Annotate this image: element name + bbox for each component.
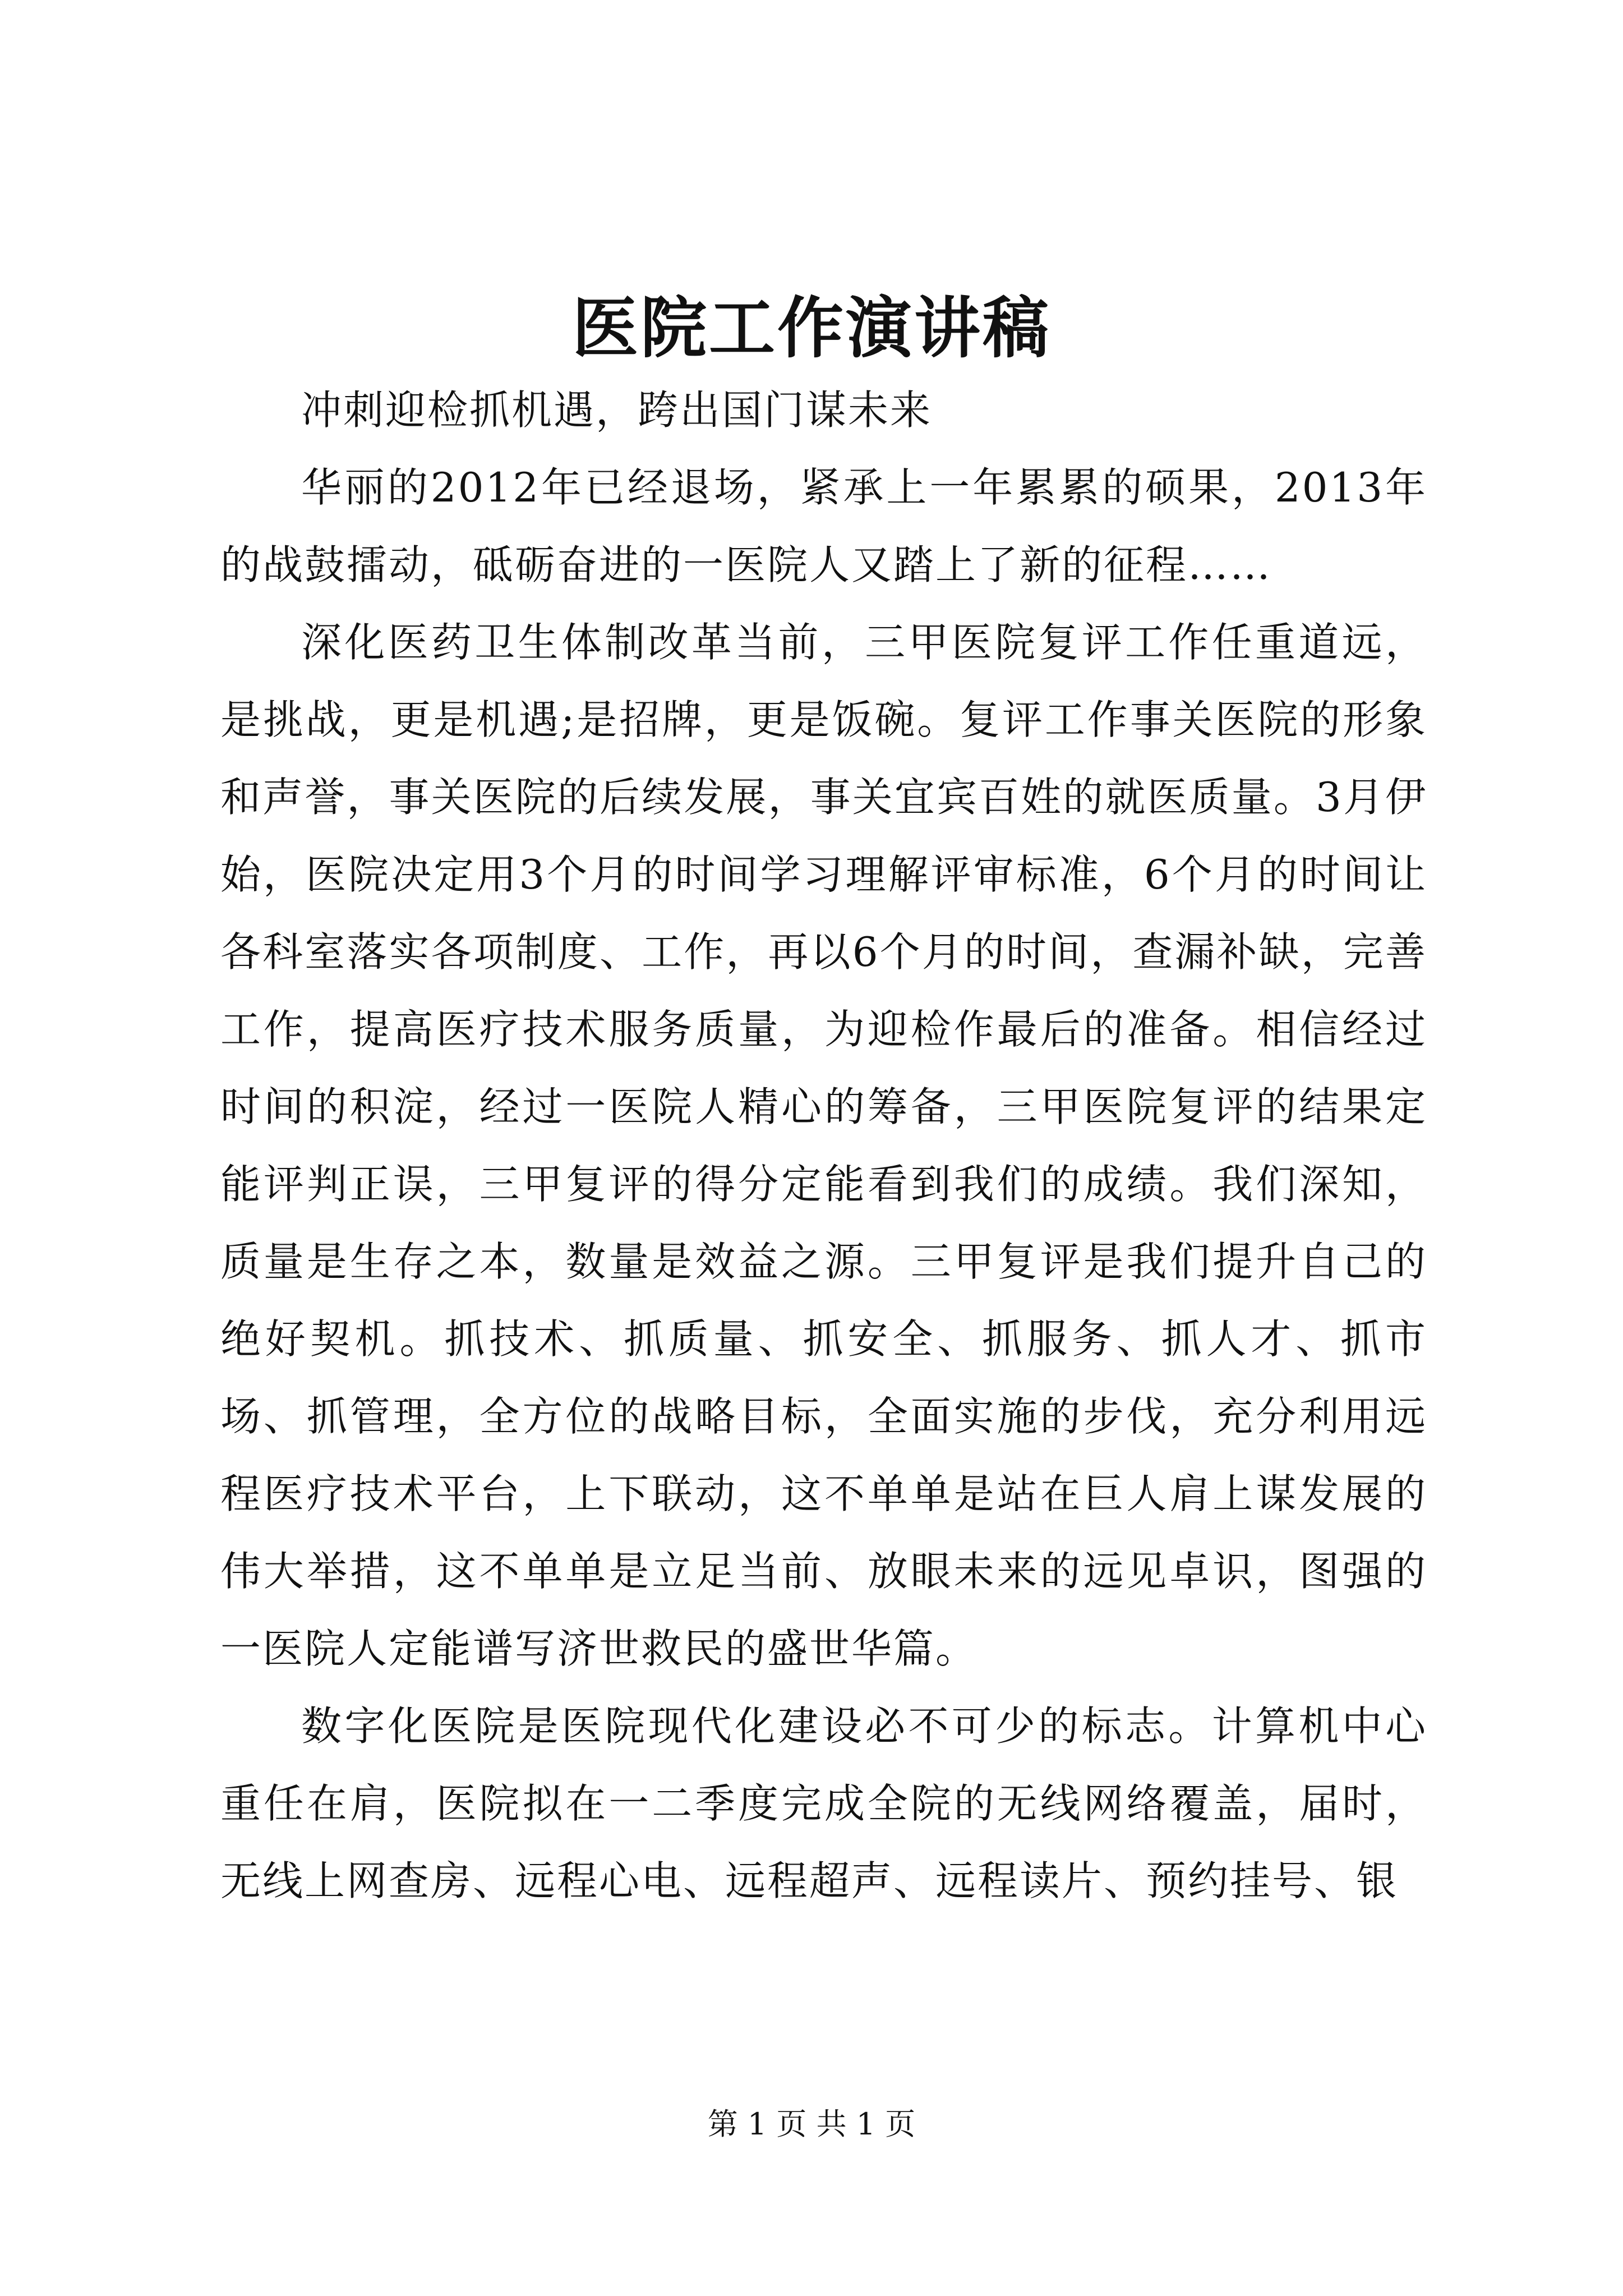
paragraph-reform: 深化医药卫生体制改革当前，三甲医院复评工作任重道远，是挑战，更是机遇;是招牌，更是饭碗。复评工作事关医院的形象和声誉，事关医院的后续发展，事关宜宾百姓的就医质量。3月伊始，医院决定用3个月的时间学习理解评审标准，6个月的时间让各科室落实各项制度、工作，再以6个月的时间，查漏补缺，完善工作，提高医疗技术服务质量，为迎检作最后的准备。相信经过时间的积淀，经过一医院人精心的筹备，三甲医院复评的结果定能评判正误，三甲复评的得分定能看到我们的成绩。我们深知，质量是生存之本，数量是效益之源。三甲复评是我们提升自己的绝好契机。抓技术、抓质量、抓安全、抓服务、抓人才、抓市场、抓管理，全方位的战略目标，全面实施的步伐，充分利用远程医疗技术平台，上下联动，这不单单是站在巨人肩上谋发展的伟大举措，这不单单是立足当前、放眼未来的远见卓识，图强的一医院人定能谱写济世救民的盛世华篇。 [220, 619, 1427, 1672]
paragraph-intro: 华丽的2012年已经退场，紧承上一年累累的硕果，2013年的战鼓擂动，砥砺奋进的一医院人又踏上了新的征程…… [220, 464, 1427, 588]
page-footer: 第 1 页 共 1 页 [707, 2106, 916, 2142]
paragraph-subtitle: 冲刺迎检抓机遇，跨出国门谋未来 [301, 386, 933, 434]
paragraph-digital-hospital: 数字化医院是医院现代化建设必不可少的标志。计算机中心重任在肩，医院拟在一二季度完成全院的无线网络覆盖，届时，无线上网查房、远程心电、远程超声、远程读片、预约挂号、银 [220, 1703, 1427, 1904]
document-title: 医院工作演讲稿 [571, 289, 1051, 367]
document-body [220, 371, 1427, 1920]
